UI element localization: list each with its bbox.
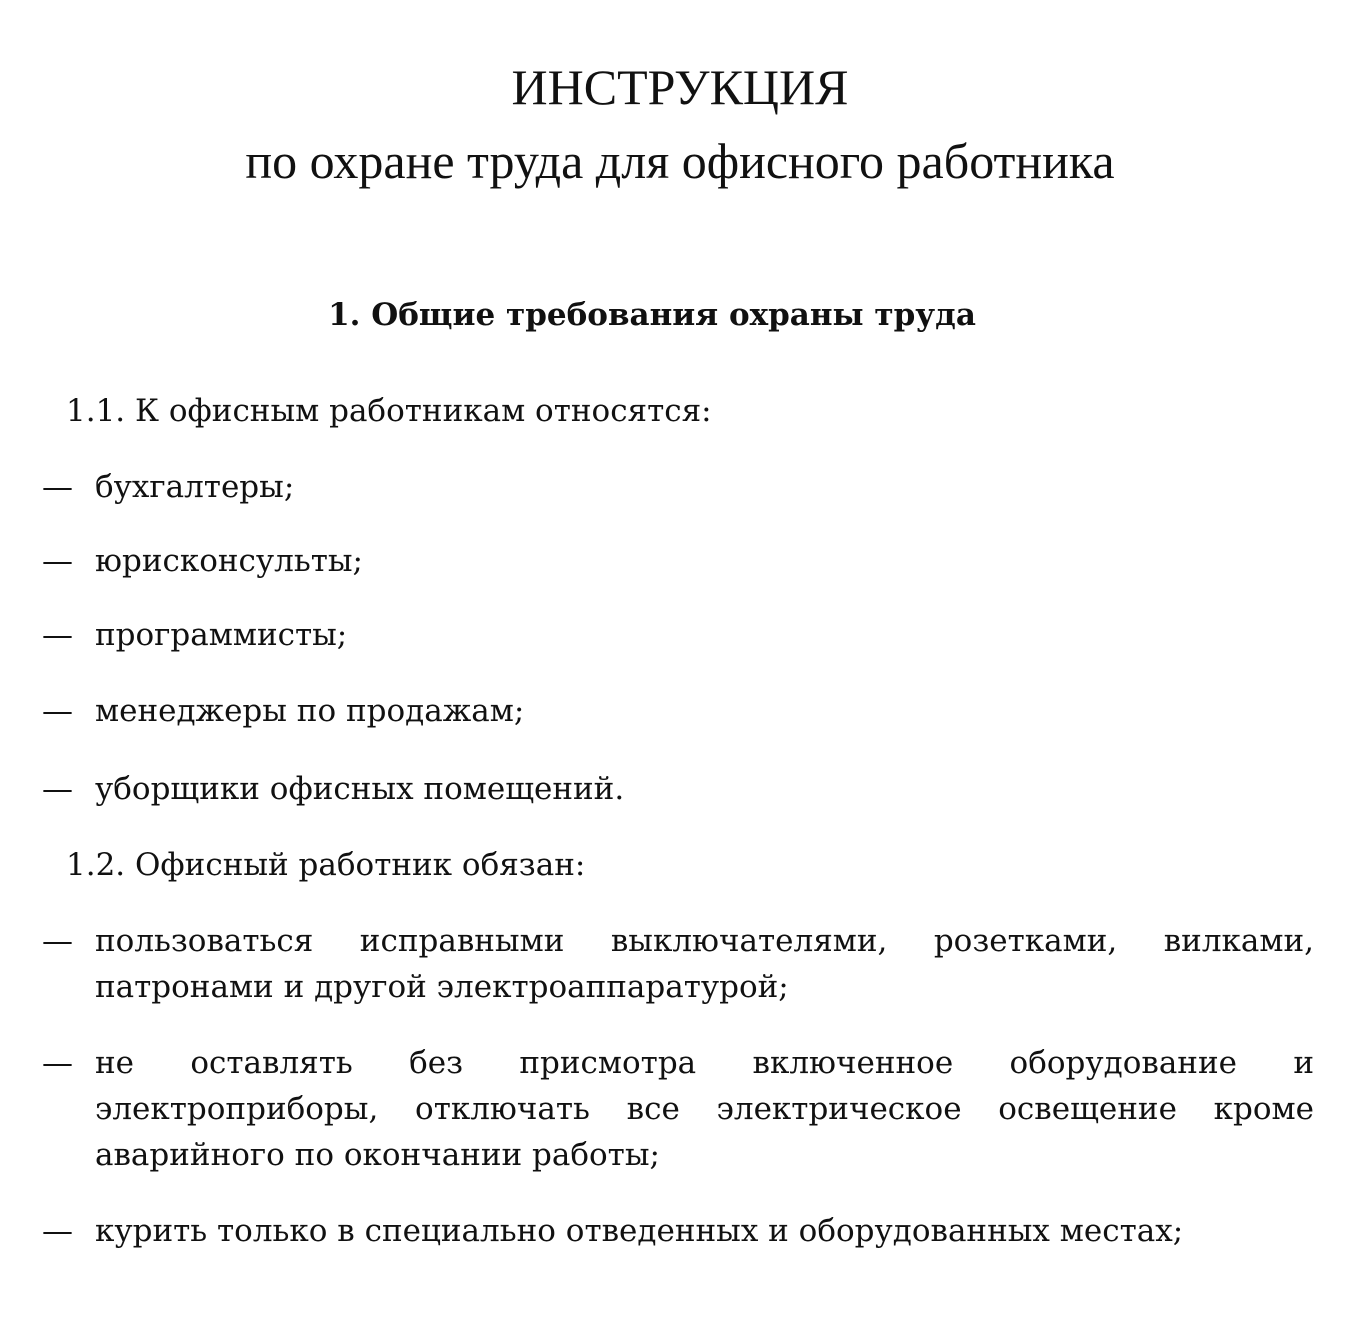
bullet-dash: — <box>42 543 73 579</box>
bullet-dash: — <box>42 923 73 959</box>
section-heading: 1. Общие требования охраны труда <box>328 297 976 333</box>
bullet-dash: — <box>42 617 73 653</box>
list-item <box>42 464 1314 510</box>
bullet-dash: — <box>42 771 73 807</box>
list-item-text: не оставлять без присмотра включенное оборудование и электроприборы, отключать все электрическое освещение кроме аварийного по окончании работы; <box>95 1045 1314 1173</box>
list-item-text: пользоваться исправными выключателями, розетками, вилками, патронами и другой электроаппаратурой; <box>95 923 1314 1005</box>
bullet-dash: — <box>42 1213 73 1249</box>
list-item <box>42 918 1314 1010</box>
list-item <box>42 766 1314 812</box>
document-title: ИНСТРУКЦИЯ <box>511 59 849 115</box>
list-item-text: курить только в специально отведенных и оборудованных местах; <box>95 1213 1184 1249</box>
bullet-dash: — <box>42 469 73 505</box>
list-item <box>42 612 1314 658</box>
clause-1-2: 1.2. Офисный работник обязан: <box>66 847 586 883</box>
document-subtitle: по охране труда для офисного работника <box>245 133 1115 189</box>
bullet-dash: — <box>42 1045 73 1081</box>
list-item-text: уборщики офисных помещений. <box>95 771 625 807</box>
list-item <box>42 1208 1314 1254</box>
list-item-text: юрисконсульты; <box>95 543 363 579</box>
list-item-text: бухгалтеры; <box>95 469 295 505</box>
list-item-text: программисты; <box>95 617 348 653</box>
clause-1-1: 1.1. К офисным работникам относятся: <box>66 393 712 429</box>
list-item <box>42 538 1314 584</box>
list-item-text: менеджеры по продажам; <box>95 693 525 729</box>
bullet-dash: — <box>42 693 73 729</box>
list-item <box>42 688 1314 734</box>
list-item <box>42 1040 1314 1178</box>
